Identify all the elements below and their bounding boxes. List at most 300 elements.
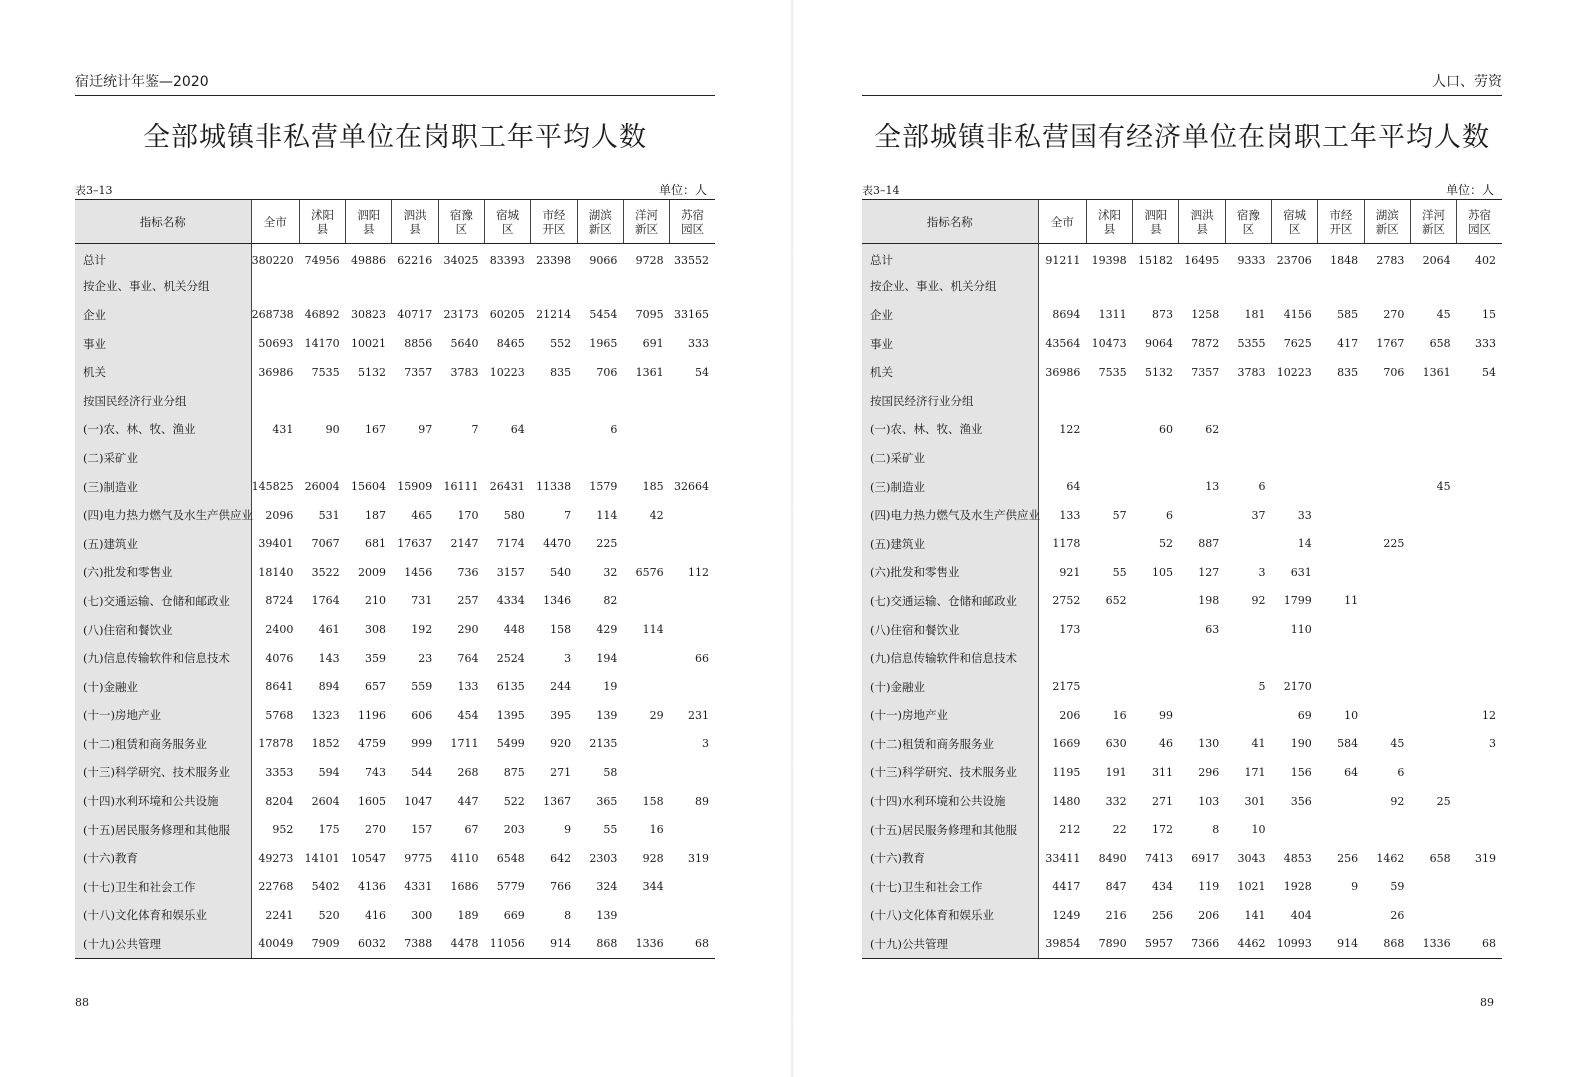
table-cell: 404	[1290, 908, 1312, 922]
table-cell: 23398	[536, 253, 572, 267]
table-cell	[531, 415, 577, 444]
table-cell	[531, 386, 577, 415]
table-cell	[485, 444, 531, 473]
table-cell	[1225, 444, 1271, 473]
table-cell: 10223	[489, 365, 525, 379]
table-cell	[1133, 644, 1179, 673]
table-cell: 606	[411, 708, 433, 722]
column-header-line: 泗阳	[1144, 207, 1168, 222]
table-cell: 268	[457, 765, 479, 779]
table-cell: 2752	[1052, 594, 1081, 608]
table-cell	[1457, 501, 1502, 530]
table-cell	[623, 901, 669, 930]
table-cell: 33552	[674, 253, 709, 267]
table-row	[75, 730, 715, 759]
table-row	[862, 930, 1502, 959]
table-cell	[1410, 272, 1456, 301]
table-row	[862, 758, 1502, 787]
table-cell: 16	[649, 823, 664, 837]
table-cell: 5957	[1133, 930, 1179, 959]
table-cell	[1457, 873, 1502, 902]
table-cell: 365	[596, 794, 618, 808]
table-row	[862, 386, 1502, 415]
column-header	[299, 200, 345, 244]
column-header-line: 县	[1196, 221, 1208, 236]
table-cell: 7	[471, 422, 479, 436]
table-cell: 359	[364, 651, 386, 665]
table-cell: 3	[1258, 565, 1266, 579]
table-cell: 417	[1337, 337, 1359, 351]
table-cell: 1323	[311, 708, 340, 722]
table-cell	[623, 758, 669, 787]
table-cell	[1457, 787, 1502, 816]
table-cell: 531	[318, 508, 340, 522]
row-label: (十四)水利环境和公共设施	[862, 787, 1038, 816]
header-indicator-name: 指标名称	[75, 200, 251, 244]
table-cell: 171	[1244, 765, 1266, 779]
table-cell: 8204	[265, 794, 294, 808]
table-cell: 8	[1212, 823, 1220, 837]
row-label: 按企业、事业、机关分组	[75, 272, 251, 301]
left-page	[75, 0, 715, 1077]
table-cell: 1852	[311, 737, 340, 751]
table-row	[862, 901, 1502, 930]
table-cell	[1179, 672, 1225, 701]
table-cell: 1311	[1098, 308, 1127, 322]
statistics-table	[862, 199, 1502, 959]
table-cell: 62	[1205, 422, 1220, 436]
table-cell	[392, 444, 438, 473]
table-cell: 3	[564, 651, 572, 665]
table-cell	[1038, 644, 1086, 673]
table-cell: 37	[1251, 508, 1266, 522]
table-cell	[1457, 815, 1502, 844]
table-cell: 7413	[1144, 851, 1173, 865]
table-row	[75, 472, 715, 501]
table-cell	[1410, 558, 1456, 587]
table-cell	[1179, 386, 1225, 415]
table-cell	[1179, 701, 1225, 730]
table-cell	[1457, 529, 1502, 558]
table-row	[75, 244, 715, 273]
table-cell: 1196	[357, 708, 386, 722]
table-title: 全部城镇非私营国有经济单位在岗职工年平均人数	[874, 122, 1490, 153]
table-cell: 114	[596, 508, 618, 522]
table-cell: 1021	[1237, 880, 1266, 894]
table-cell: 9775	[404, 851, 433, 865]
table-row	[862, 844, 1502, 873]
table-cell: 26	[1390, 908, 1405, 922]
column-header	[346, 200, 392, 244]
table-cell: 544	[411, 765, 433, 779]
table-cell: 311	[1151, 765, 1173, 779]
table-cell: 1605	[357, 794, 386, 808]
column-header-line: 泗洪	[403, 207, 427, 222]
table-cell: 16	[1112, 708, 1127, 722]
table-cell	[1179, 501, 1225, 530]
table-cell: 9066	[589, 253, 618, 267]
table-title: 全部城镇非私营单位在岗职工年平均人数	[143, 122, 647, 153]
table-row	[75, 672, 715, 701]
table-cell: 39854	[1038, 930, 1086, 959]
table-cell: 110	[1290, 623, 1312, 637]
table-cell: 9064	[1144, 337, 1173, 351]
table-row	[862, 701, 1502, 730]
table-cell: 8856	[404, 337, 433, 351]
table-cell	[577, 386, 623, 415]
table-cell	[1457, 415, 1502, 444]
table-cell: 10	[1344, 708, 1359, 722]
table-cell	[1272, 644, 1318, 673]
table-cell	[1364, 672, 1410, 701]
table-row	[862, 244, 1502, 273]
table-number: 表3–14	[862, 184, 900, 197]
table-cell: 18140	[258, 565, 294, 579]
column-header	[531, 200, 577, 244]
page-number: 89	[1480, 996, 1494, 1009]
table-cell: 873	[1151, 308, 1173, 322]
table-cell: 333	[1475, 337, 1496, 351]
table-cell	[1457, 386, 1502, 415]
table-cell: 21214	[536, 308, 572, 322]
table-cell: 68	[670, 930, 715, 959]
table-cell: 74956	[304, 253, 340, 267]
row-label: (十六)教育	[75, 844, 251, 873]
table-cell	[1272, 272, 1318, 301]
table-cell: 1361	[1422, 365, 1451, 379]
table-cell	[1318, 386, 1364, 415]
table-cell	[1133, 386, 1179, 415]
table-cell: 45	[1436, 480, 1451, 494]
column-header-line: 苏宿	[681, 207, 705, 222]
table-cell: 181	[1244, 308, 1266, 322]
table-cell	[392, 272, 438, 301]
table-cell: 2783	[1376, 253, 1405, 267]
table-cell	[1133, 472, 1179, 501]
table-cell	[670, 758, 715, 787]
row-label: (十三)科学研究、技术服务业	[75, 758, 251, 787]
column-header-line: 新区	[1422, 221, 1445, 236]
table-cell	[1225, 272, 1271, 301]
table-row	[862, 501, 1502, 530]
table-cell: 66	[695, 651, 709, 665]
table-cell: 270	[1383, 308, 1405, 322]
table-cell	[1179, 272, 1225, 301]
table-row	[75, 844, 715, 873]
table-cell	[1318, 615, 1364, 644]
column-header-line: 县	[1103, 221, 1116, 236]
row-label: 按企业、事业、机关分组	[862, 272, 1038, 301]
table-cell: 103	[1198, 794, 1220, 808]
table-cell: 189	[457, 908, 479, 922]
table-cell	[1364, 472, 1410, 501]
row-label: (六)批发和零售业	[862, 558, 1038, 587]
table-cell: 6	[1397, 765, 1405, 779]
table-cell: 45	[1436, 308, 1451, 322]
table-cell: 835	[550, 365, 572, 379]
table-cell: 36986	[1045, 365, 1081, 379]
table-cell: 10993	[1272, 930, 1318, 959]
running-head	[862, 71, 1502, 96]
table-cell: 54	[1482, 365, 1496, 379]
table-cell: 1799	[1283, 594, 1312, 608]
table-cell: 210	[364, 594, 386, 608]
table-cell	[623, 730, 669, 759]
table-cell: 10	[1251, 823, 1266, 837]
table-cell: 1965	[589, 337, 618, 351]
column-header-line: 洋河	[1422, 207, 1445, 222]
table-number: 表3–13	[75, 184, 113, 197]
table-cell: 62216	[397, 253, 433, 267]
table-cell: 40717	[397, 308, 433, 322]
table-cell	[251, 444, 299, 473]
table-cell: 50693	[258, 337, 294, 351]
table-cell: 7366	[1179, 930, 1225, 959]
column-header	[1179, 200, 1225, 244]
table-cell: 49273	[258, 851, 294, 865]
column-header	[251, 200, 299, 244]
row-label: (十)金融业	[75, 672, 251, 701]
column-header	[1133, 200, 1179, 244]
table-cell: 2147	[450, 537, 479, 551]
table-cell: 7535	[1098, 365, 1127, 379]
table-cell	[1318, 501, 1364, 530]
table-row	[862, 415, 1502, 444]
table-cell: 67	[464, 823, 479, 837]
table-cell: 8490	[1098, 851, 1127, 865]
table-cell: 301	[1244, 794, 1266, 808]
row-label: 企业	[75, 301, 251, 330]
table-row	[75, 386, 715, 415]
row-label: (六)批发和零售业	[75, 558, 251, 587]
table-cell: 119	[1198, 880, 1220, 894]
table-cell: 64	[510, 422, 525, 436]
table-cell	[299, 444, 345, 473]
table-row	[75, 329, 715, 358]
table-cell	[1318, 415, 1364, 444]
table-cell: 766	[550, 880, 572, 894]
row-label: 机关	[862, 358, 1038, 387]
table-row	[75, 758, 715, 787]
table-cell: 657	[364, 680, 386, 694]
row-label: 总计	[75, 244, 251, 273]
row-label: (二)采矿业	[862, 444, 1038, 473]
header-indicator-name: 指标名称	[862, 200, 1038, 244]
table-cell: 40049	[251, 930, 299, 959]
table-cell	[1410, 386, 1456, 415]
column-header-line: 区	[1242, 221, 1255, 236]
table-cell	[1457, 472, 1502, 501]
table-cell: 54	[695, 365, 709, 379]
table-cell: 658	[1429, 337, 1451, 351]
table-cell	[1318, 444, 1364, 473]
table-cell: 198	[1198, 594, 1220, 608]
table-cell: 4470	[543, 537, 572, 551]
table-cell: 5779	[496, 880, 525, 894]
table-cell	[670, 272, 715, 301]
table-cell	[1457, 644, 1502, 673]
table-cell: 194	[596, 651, 618, 665]
table-cell: 1848	[1330, 253, 1359, 267]
column-header	[1086, 200, 1132, 244]
table-cell: 15909	[397, 480, 433, 494]
table-cell	[1272, 415, 1318, 444]
table-cell: 9	[1351, 880, 1359, 894]
table-cell: 2170	[1283, 680, 1312, 694]
table-cell: 914	[1318, 930, 1364, 959]
table-cell: 46892	[304, 308, 340, 322]
table-cell: 7890	[1086, 930, 1132, 959]
table-cell: 868	[577, 930, 623, 959]
table-cell: 17637	[397, 537, 433, 551]
table-cell: 7872	[1191, 337, 1220, 351]
table-cell	[1457, 672, 1502, 701]
table-cell: 26431	[489, 480, 525, 494]
table-cell: 145825	[251, 480, 294, 494]
column-header-line: 泗洪	[1190, 207, 1214, 222]
table-cell: 5768	[265, 708, 294, 722]
table-cell: 36986	[258, 365, 294, 379]
table-cell	[1457, 272, 1502, 301]
table-cell	[623, 415, 669, 444]
table-cell	[1318, 815, 1364, 844]
table-cell: 231	[688, 708, 709, 722]
table-cell: 3	[1489, 737, 1496, 751]
table-row	[862, 873, 1502, 902]
table-cell: 13	[1205, 480, 1220, 494]
table-cell: 19	[603, 680, 618, 694]
table-row	[862, 472, 1502, 501]
table-cell	[251, 386, 299, 415]
table-cell: 448	[503, 623, 525, 637]
table-cell: 2303	[589, 851, 618, 865]
table-cell	[1225, 701, 1271, 730]
table-cell	[623, 386, 669, 415]
table-cell: 1456	[404, 565, 433, 579]
column-header-line: 新区	[1375, 221, 1399, 236]
table-cell	[1364, 701, 1410, 730]
table-cell: 642	[550, 851, 572, 865]
table-cell: 706	[596, 365, 618, 379]
row-label: (十四)水利环境和公共设施	[75, 787, 251, 816]
table-cell	[346, 444, 392, 473]
table-cell: 8465	[496, 337, 525, 351]
running-head-text: 宿迁统计年鉴—2020	[75, 74, 209, 90]
table-cell: 887	[1198, 537, 1220, 551]
table-cell: 82	[603, 594, 618, 608]
table-cell: 7	[564, 508, 572, 522]
table-cell: 2009	[357, 565, 386, 579]
table-cell: 4334	[496, 594, 525, 608]
table-cell: 921	[1059, 565, 1081, 579]
column-header-line: 开区	[542, 221, 566, 236]
table-cell: 14101	[304, 851, 340, 865]
table-cell	[1272, 386, 1318, 415]
column-header-line: 园区	[1468, 221, 1492, 236]
table-cell: 141	[1244, 908, 1266, 922]
column-header-line: 县	[409, 221, 421, 236]
table-row	[75, 873, 715, 902]
table-row	[75, 558, 715, 587]
table-cell: 216	[1105, 908, 1127, 922]
table-cell: 332	[1105, 794, 1127, 808]
table-cell: 630	[1105, 737, 1127, 751]
table-cell: 6032	[346, 930, 392, 959]
table-cell	[1364, 386, 1410, 415]
table-cell	[1457, 587, 1502, 616]
table-cell	[1364, 272, 1410, 301]
column-header-line: 沭阳	[311, 207, 335, 222]
row-label: (三)制造业	[75, 472, 251, 501]
table-cell: 271	[550, 765, 572, 779]
table-cell: 17878	[258, 737, 294, 751]
table-cell: 1336	[623, 930, 669, 959]
statistics-table	[75, 199, 715, 959]
table-cell: 97	[418, 422, 433, 436]
table-cell: 300	[411, 908, 433, 922]
table-cell	[1318, 901, 1364, 930]
table-cell	[1225, 529, 1271, 558]
table-cell: 2135	[589, 737, 618, 751]
table-cell: 41	[1251, 737, 1266, 751]
table-cell	[670, 415, 715, 444]
table-cell: 4853	[1283, 851, 1312, 865]
column-header	[1364, 200, 1410, 244]
table-cell	[623, 672, 669, 701]
table-cell: 187	[364, 508, 386, 522]
table-cell: 112	[688, 565, 709, 579]
table-cell: 1480	[1052, 794, 1081, 808]
table-cell: 3043	[1237, 851, 1266, 865]
table-cell: 139	[596, 708, 618, 722]
table-cell: 308	[364, 623, 386, 637]
table-cell	[531, 272, 577, 301]
table-cell: 290	[457, 623, 479, 637]
table-cell: 206	[1059, 708, 1081, 722]
table-cell: 7095	[635, 308, 664, 322]
table-cell: 23	[418, 651, 433, 665]
column-header-line: 新区	[588, 221, 612, 236]
table-cell: 5454	[589, 308, 618, 322]
table-cell	[1179, 444, 1225, 473]
table-cell: 2064	[1422, 253, 1451, 267]
table-cell	[1364, 815, 1410, 844]
table-cell	[438, 444, 484, 473]
table-cell: 271	[1151, 794, 1173, 808]
table-cell: 69	[1297, 708, 1312, 722]
table-cell	[1086, 444, 1132, 473]
table-cell	[438, 386, 484, 415]
table-cell: 731	[411, 594, 433, 608]
table-cell: 114	[642, 623, 664, 637]
table-cell: 15182	[1137, 253, 1173, 267]
table-cell	[670, 901, 715, 930]
table-row	[862, 272, 1502, 301]
table-cell: 191	[1105, 765, 1127, 779]
table-cell: 7174	[496, 537, 525, 551]
table-cell: 23173	[443, 308, 479, 322]
table-cell	[1410, 644, 1456, 673]
table-cell	[1318, 644, 1364, 673]
table-cell: 256	[1337, 851, 1359, 865]
table-cell	[1410, 672, 1456, 701]
table-cell: 46	[1158, 737, 1173, 751]
column-header-line: 市经	[542, 207, 566, 222]
table-row	[862, 444, 1502, 473]
table-cell	[1133, 444, 1179, 473]
table-cell	[1364, 587, 1410, 616]
table-cell: 1047	[404, 794, 433, 808]
